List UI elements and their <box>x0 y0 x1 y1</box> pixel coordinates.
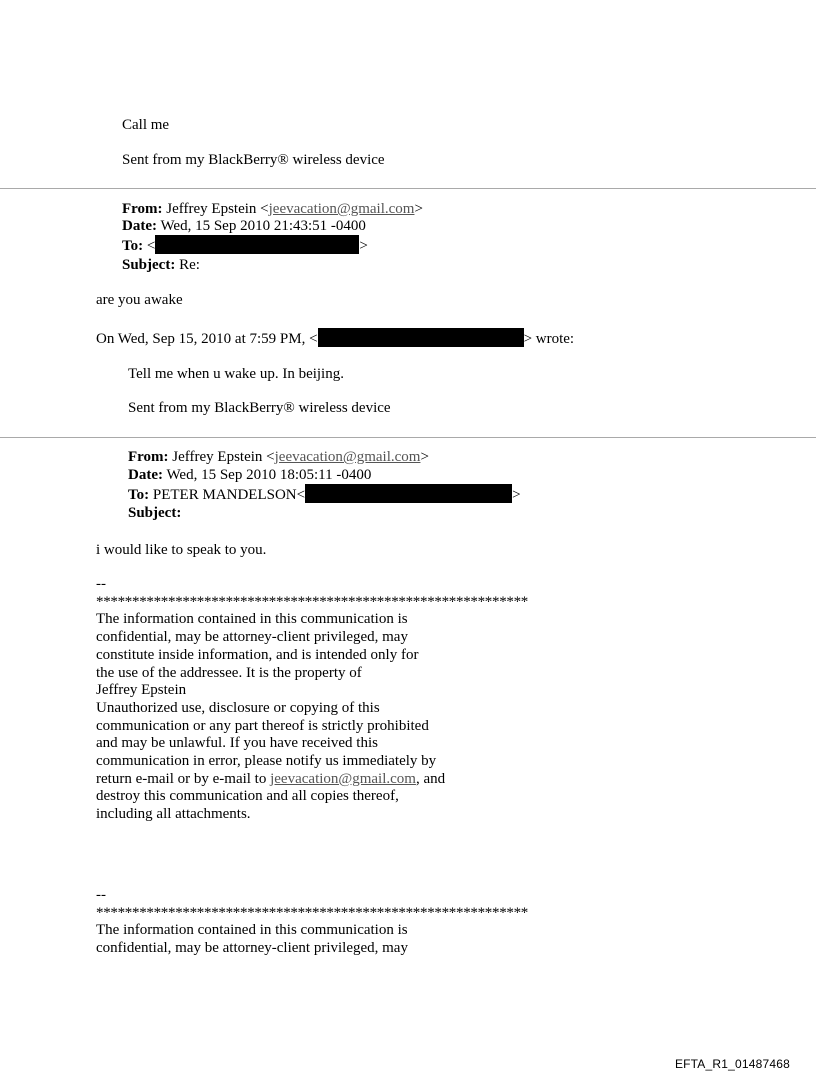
date-value: Wed, 15 Sep 2010 18:05:11 -0400 <box>162 467 372 483</box>
redaction-block <box>305 484 512 503</box>
disclaimer-line: confidential, may be attorney-client privileged, may <box>96 940 408 957</box>
disclaimer-line: Unauthorized use, disclosure or copying of this <box>96 699 380 716</box>
disclaimer-line: the use of the addressee. It is the property of <box>96 664 362 681</box>
subject-value: Re: <box>175 257 200 273</box>
to-close: > <box>512 487 521 503</box>
quote-intro-pre: On Wed, Sep 15, 2010 at 7:59 PM, < <box>96 331 318 347</box>
from-name: Jeffrey Epstein < <box>168 449 275 465</box>
header-to <box>128 484 521 504</box>
message-body: i would like to speak to you. <box>96 542 267 558</box>
disclaimer-line: communication or any part thereof is strictly prohibited <box>96 717 429 734</box>
redaction-block <box>155 235 359 254</box>
disclaimer-line: Jeffrey Epstein <box>96 682 187 699</box>
header-date <box>122 217 366 235</box>
date-value: Wed, 15 Sep 2010 21:43:51 -0400 <box>156 218 366 234</box>
message-body: Call me <box>122 117 170 133</box>
divider <box>0 437 816 438</box>
date-label: Date: <box>128 467 163 483</box>
date-label: Date: <box>122 218 157 234</box>
from-close: > <box>414 201 423 217</box>
to-value: PETER MANDELSON< <box>149 487 306 503</box>
document-id: EFTA_R1_01487468 <box>674 1057 790 1071</box>
disclaimer-stars: ************************************************************ <box>96 593 529 610</box>
quoted-signature: Sent from my BlackBerry® wireless device <box>128 400 391 416</box>
header-from <box>122 200 423 218</box>
disclaimer-block <box>96 887 528 958</box>
subject-label: Subject: <box>122 257 176 273</box>
header-subject <box>122 256 200 274</box>
disclaimer-stars: ************************************************************ <box>96 904 529 921</box>
disclaimer-line: including all attachments. <box>96 806 251 823</box>
disclaimer-dashes: -- <box>96 887 106 903</box>
quote-intro <box>96 328 574 348</box>
disclaimer-email-pre: return e-mail or by e-mail to <box>96 770 271 787</box>
divider <box>0 188 816 189</box>
disclaimer-email-post: , and <box>415 770 446 787</box>
header-subject <box>128 504 181 522</box>
from-name: Jeffrey Epstein < <box>162 201 269 217</box>
subject-label: Subject: <box>128 505 182 521</box>
disclaimer-email-line <box>96 771 528 789</box>
to-label: To: <box>128 487 150 503</box>
from-label: From: <box>128 449 169 465</box>
disclaimer-line: destroy this communication and all copies thereof, <box>96 788 399 805</box>
from-email-link[interactable]: jeevacation@gmail.com <box>268 201 415 217</box>
from-label: From: <box>122 201 163 217</box>
message-body: are you awake <box>96 292 183 308</box>
disclaimer-line: The information contained in this communication is <box>96 922 408 939</box>
quoted-body: Tell me when u wake up. In beijing. <box>128 366 344 382</box>
to-close: > <box>359 238 368 254</box>
disclaimer-email-link[interactable]: jeevacation@gmail.com <box>270 770 416 787</box>
from-email-link[interactable]: jeevacation@gmail.com <box>274 449 421 465</box>
disclaimer-line: constitute inside information, and is intended only for <box>96 646 419 663</box>
header-date <box>128 466 371 484</box>
disclaimer-dashes: -- <box>96 576 106 592</box>
header-to <box>122 235 368 255</box>
header-from <box>128 448 429 466</box>
to-open: < <box>143 238 156 254</box>
disclaimer-line: confidential, may be attorney-client privileged, may <box>96 629 408 646</box>
disclaimer-line: The information contained in this communication is <box>96 611 408 628</box>
message-signature: Sent from my BlackBerry® wireless device <box>122 152 385 168</box>
disclaimer-line: communication in error, please notify us immediately by <box>96 753 437 770</box>
redaction-block <box>318 328 524 347</box>
disclaimer-line: and may be unlawful. If you have received this <box>96 735 378 752</box>
from-close: > <box>420 449 429 465</box>
quote-intro-post: > wrote: <box>523 331 575 347</box>
disclaimer-block <box>96 576 528 824</box>
to-label: To: <box>122 238 144 254</box>
